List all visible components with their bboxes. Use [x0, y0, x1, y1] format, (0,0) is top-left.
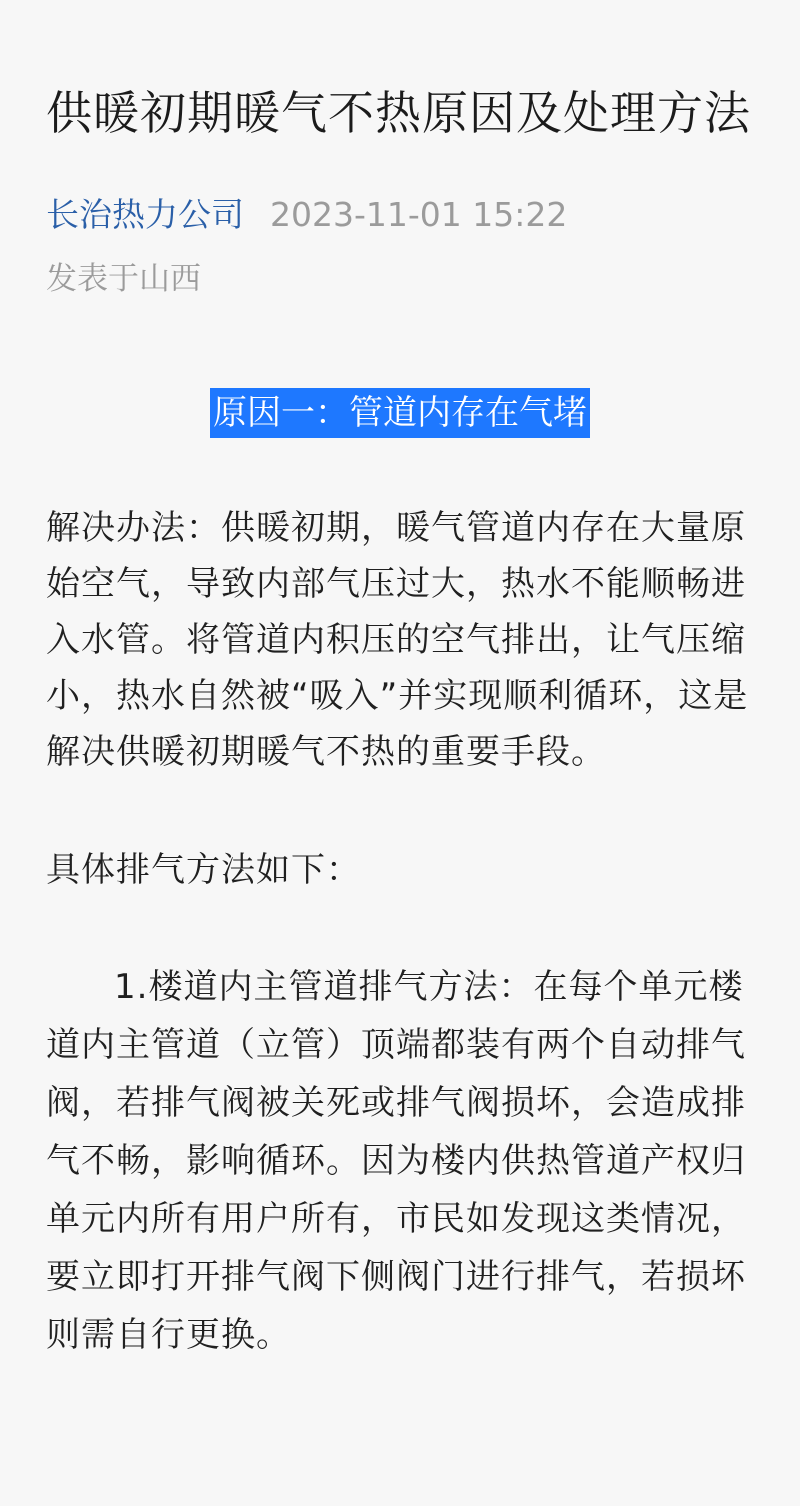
- method-item: [46, 958, 752, 1364]
- article-title: 供暖初期暖气不热原因及处理方法: [46, 86, 751, 140]
- method-item-text: 1.楼道内主管道排气方法：在每个单元楼道内主管道（立管）顶端都装有两个自动排气阀，若排气阀被关死或排气阀损坏，会造成排气不畅，影响循环。因为楼内供热管道产权归单元内所有用户所有，市民如发现这类情况，要立即打开排气阀下侧阀门进行排气，若损坏则需自行更换。: [46, 967, 746, 1355]
- section-heading[interactable]: 原因一：管道内存在气堵: [210, 388, 590, 438]
- article-meta: [46, 190, 754, 240]
- publish-location: 发表于山西: [46, 261, 201, 297]
- method-heading: 具体排气方法如下：: [46, 850, 361, 890]
- author-link[interactable]: 长治热力公司: [46, 195, 244, 234]
- publish-datetime: 2023-11-01 15:22: [270, 195, 568, 234]
- section-heading-wrapper: [46, 388, 754, 440]
- article-paragraph: 解决办法：供暖初期，暖气管道内存在大量原始空气，导致内部气压过大，热水不能顺畅进入水管。将管道内积压的空气排出，让气压缩小，热水自然被“吸入”并实现顺利循环，这是解决供暖初期暖气不热的重要手段。: [46, 508, 749, 772]
